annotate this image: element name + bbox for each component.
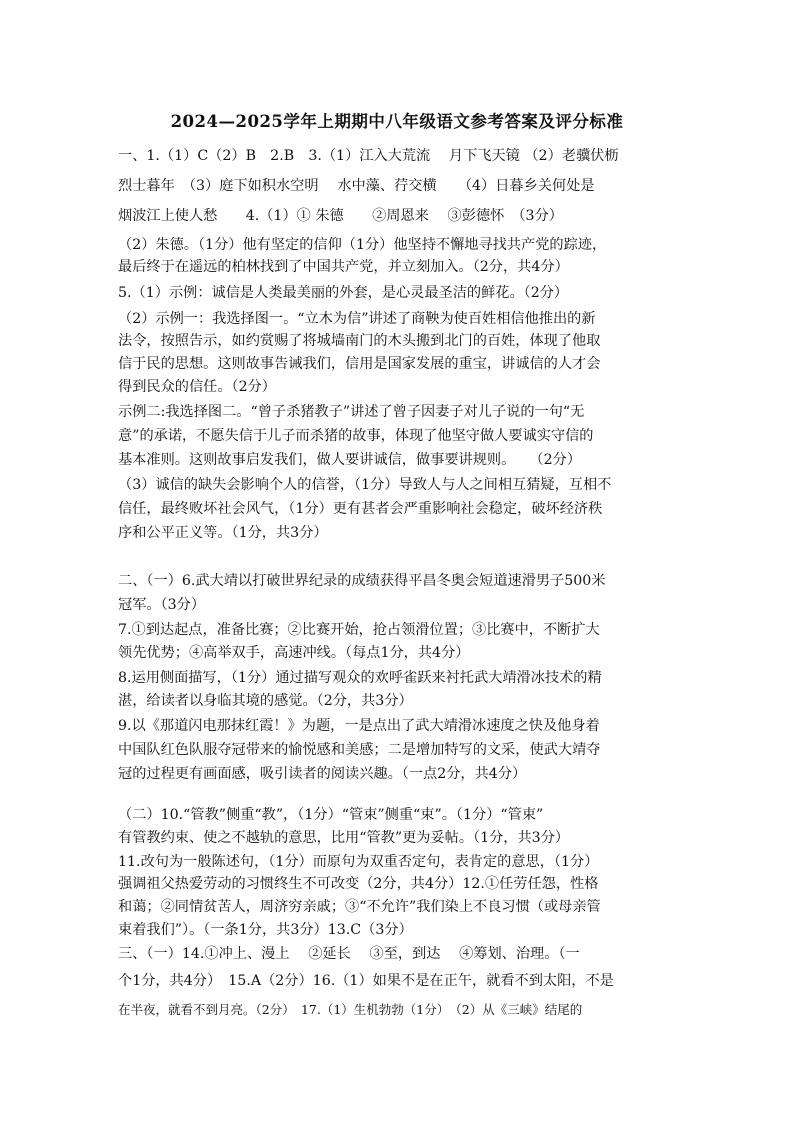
answer-line: 湛，给读者以身临其境的感觉。（2分，共3分） [118, 693, 413, 709]
answer-line: 信任，最终败坏社会风气，（1分）更有甚者会严重影响社会稳定，破坏经济秩 [118, 501, 603, 517]
answer-line: 三、（一）14.①冲上、漫上 ②延长 ③至，到达 ④筹划、治理。（一 [118, 946, 580, 962]
answer-line: 烟波江上使人愁 4.（1）① 朱德 ②周恩来 ③彭德怀 （3分） [118, 208, 563, 224]
answer-line: 有管教约束、使之不越轨的意思，比用“管教”更为妥帖。（1分，共3分） [118, 830, 570, 846]
answer-line: 7.①到达起点，准备比赛；②比赛开始，抢占领滑位置；③比赛中，不断扩大 [118, 622, 600, 638]
answer-line: 领先优势；④高举双手，高速冲线。（每点1分，共4分） [118, 645, 470, 661]
answer-line: 序和公平正义等。（1分，共3分） [118, 525, 328, 541]
answer-line: 基本准则。这则故事启发我们，做人要讲诚信，做事要讲规则。 （2分） [118, 452, 582, 468]
answer-line: 束着我们”）。（一条1分，共3分）13.C（3分） [118, 922, 413, 938]
answer-line: 一、1.（1）C（2）B 2.B 3.（1）江入大荒流 月下飞天镜 （2）老骥伏枥 [118, 148, 619, 164]
answer-line: （二）10.“管教”侧重“教”，（1分）“管束”侧重“束”。（1分）“管束” [118, 807, 544, 823]
answer-line: （3）诚信的缺失会影响个人的信誉，（1分）导致人与人之间相互猜疑，互相不 [118, 477, 612, 493]
answer-line: 11.改句为一般陈述句，（1分）而原句为双重否定句，表肯定的意思，（1分） [118, 854, 599, 870]
answer-line: 强调祖父热爱劳动的习惯终生不可改变（2分，共4分）12.①任劳任怨，性格 [118, 876, 599, 892]
document-title: 2024—2025学年上期期中八年级语文参考答案及评分标准 [170, 112, 624, 131]
answer-line: 中国队红色队服夺冠带来的愉悦感和美感；二是增加特写的文采，使武大靖夺 [118, 742, 601, 758]
answer-line: 烈士暮年 （3）庭下如积水空明 水中藻、荇交横 （4）日暮乡关何处是 [118, 178, 595, 194]
answer-line: 示例二:我选择图二。“曾子杀猪教子”讲述了曾子因妻子对儿子说的一句“无 [118, 404, 585, 420]
answer-line: 得到民众的信任。（2分） [118, 379, 276, 395]
answer-line: 个1分，共4分） 15.A（2分）16.（1）如果不是在正午，就看不到太阳，不是 [118, 973, 614, 989]
answer-line: 9.以《那道闪电那抹红霞！》为题，一是点出了武大靖滑冰速度之快及他身着 [118, 718, 600, 734]
answer-line: 最后终于在遥远的柏林找到了中国共产党，并立刻加入。（2分，共4分） [118, 259, 569, 275]
answer-line: （2）朱德。（1分）他有坚定的信仰（1分）他坚持不懈地寻找共产党的踪迹， [118, 237, 607, 253]
answer-line: 法令，按照告示，如约赏赐了将城墙南门的木头搬到北门的百姓，体现了他取 [118, 333, 601, 349]
answer-line: 冠的过程更有画面感，吸引读者的阅读兴趣。（一点2分，共4分） [118, 766, 527, 782]
answer-line: 信于民的思想。这则故事告诫我们，信用是国家发展的重宝，讲诚信的人才会 [118, 356, 601, 372]
answer-line: 在半夜，就看不到月亮。（2分） 17.（1）生机勃勃（1分） （2）从《三峡》结尾的 [118, 1002, 583, 1017]
answer-line: 意”的承诺，不愿失信于儿子而杀猪的故事，体现了他坚守做人要诚实守信的 [118, 428, 594, 444]
answer-line: 冠军。（3分） [118, 597, 206, 613]
answer-line: 8.运用侧面描写，（1分）通过描写观众的欢呼雀跃来衬托武大靖滑冰技术的精 [118, 670, 602, 686]
answer-line: 二、（一）6.武大靖以打破世界纪录的成绩获得平昌冬奥会短道速滑男子500米 [118, 573, 606, 589]
answer-line: 5.（1）示例：诚信是人类最美丽的外套，是心灵最圣洁的鲜花。（2分） [118, 285, 569, 301]
answer-line: 和蔼；②同情贫苦人，周济穷亲戚；③“不允许”我们染上不良习惯（或母亲管 [118, 899, 601, 915]
answer-line: （2）示例一：我选择图一。“立木为信”讲述了商鞅为使百姓相信他推出的新 [118, 311, 596, 327]
